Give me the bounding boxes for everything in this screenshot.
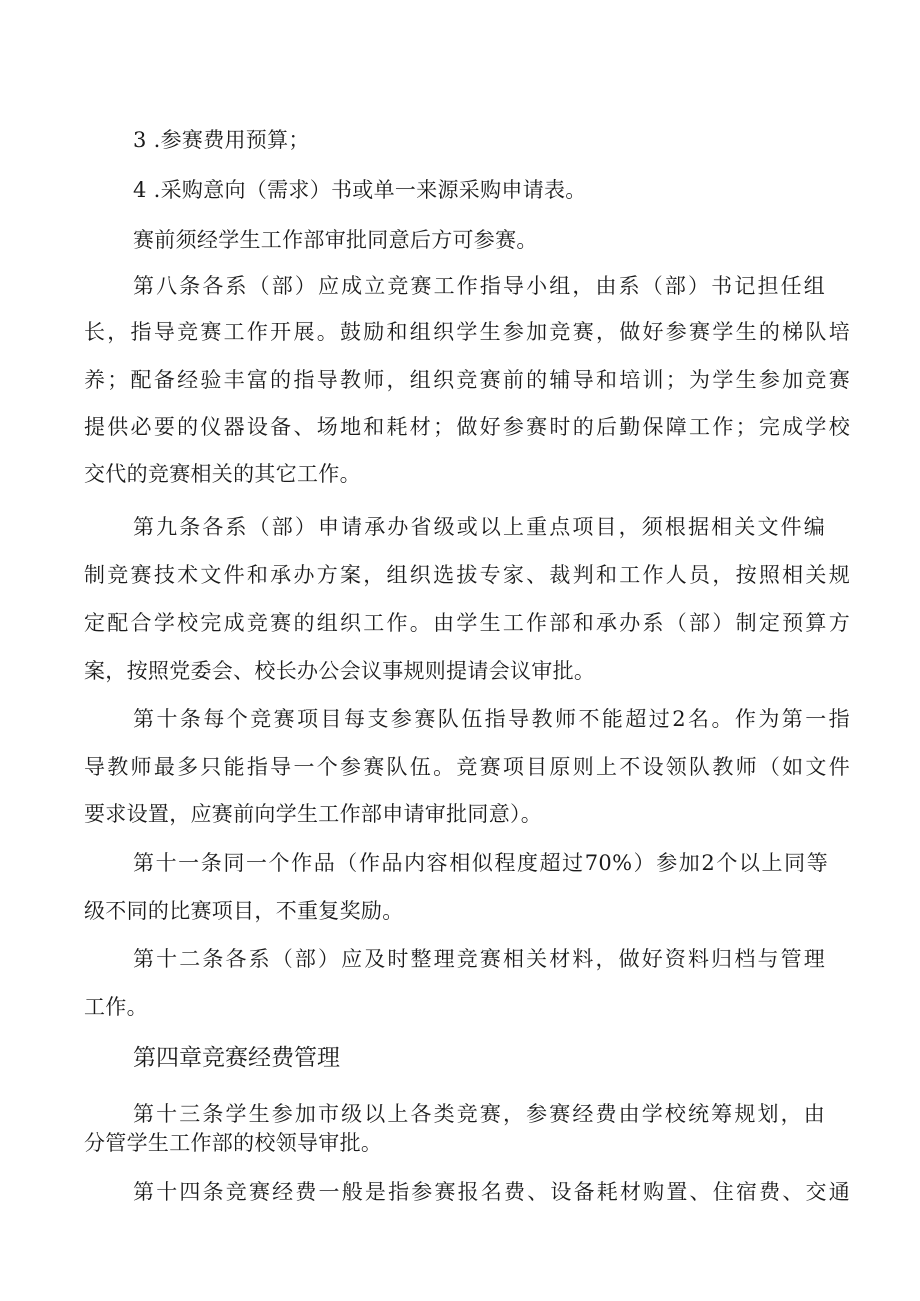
article8-line-1: 第八条各系（部）应成立竞赛工作指导小组，由系（部）书记担任组 bbox=[133, 274, 825, 298]
article8-line-3: 养；配备经验丰富的指导教师，组织竞赛前的辅导和培训；为学生参加竞赛 bbox=[84, 368, 850, 392]
article11-line-2: 级不同的比赛项目，不重复奖励。 bbox=[84, 899, 404, 923]
article10-line-3: 要求设置，应赛前向学生工作部申请审批同意）。 bbox=[84, 802, 543, 826]
article10-line-1: 第十条每个竞赛项目每支参赛队伍指导教师不能超过2名。作为第一指 bbox=[133, 707, 850, 731]
list-item-3: 3 .参赛费用预算； bbox=[133, 128, 310, 152]
article12-line-1: 第十二条各系（部）应及时整理竞赛相关材料，做好资料归档与管理 bbox=[133, 947, 825, 971]
article8-line-5: 交代的竞赛相关的其它工作。 bbox=[84, 462, 361, 486]
article9-line-1: 第九条各系（部）申请承办省级或以上重点项目，须根据相关文件编 bbox=[133, 515, 825, 539]
article14-line-1: 第十四条竞赛经费一般是指参赛报名费、设备耗材购置、住宿费、交通 bbox=[133, 1180, 850, 1204]
article11-line-1: 第十一条同一个作品（作品内容相似程度超过70%）参加2个以上同等 bbox=[133, 851, 828, 875]
article9-line-2: 制竞赛技术文件和承办方案，组织选拔专家、裁判和工作人员，按照相关规 bbox=[84, 563, 850, 587]
approval-note: 赛前须经学生工作部审批同意后方可参赛。 bbox=[133, 228, 538, 252]
article8-line-4: 提供必要的仪器设备、场地和耗材；做好参赛时的后勤保障工作；完成学校 bbox=[84, 415, 850, 439]
list-item-4: 4 .采购意向（需求）书或单一来源采购申请表。 bbox=[133, 178, 587, 202]
chapter-heading: 第四章竞赛经费管理 bbox=[133, 1045, 340, 1071]
article9-line-4: 案，按照党委会、校长办公会议事规则提请会议审批。 bbox=[84, 659, 596, 683]
article8-line-2: 长，指导竞赛工作开展。鼓励和组织学生参加竞赛，做好参赛学生的梯队培 bbox=[84, 320, 850, 344]
article12-line-2: 工作。 bbox=[84, 995, 148, 1019]
article13-line-2: 分管学生工作部的校领导审批。 bbox=[84, 1131, 383, 1155]
article13-line-1: 第十三条学生参加市级以上各类竞赛，参赛经费由学校统筹规划，由 bbox=[133, 1102, 825, 1126]
article9-line-3: 定配合学校完成竞赛的组织工作。由学生工作部和承办系（部）制定预算方 bbox=[84, 611, 850, 635]
article10-line-2: 导教师最多只能指导一个参赛队伍。竞赛项目原则上不设领队教师（如文件 bbox=[84, 755, 850, 779]
